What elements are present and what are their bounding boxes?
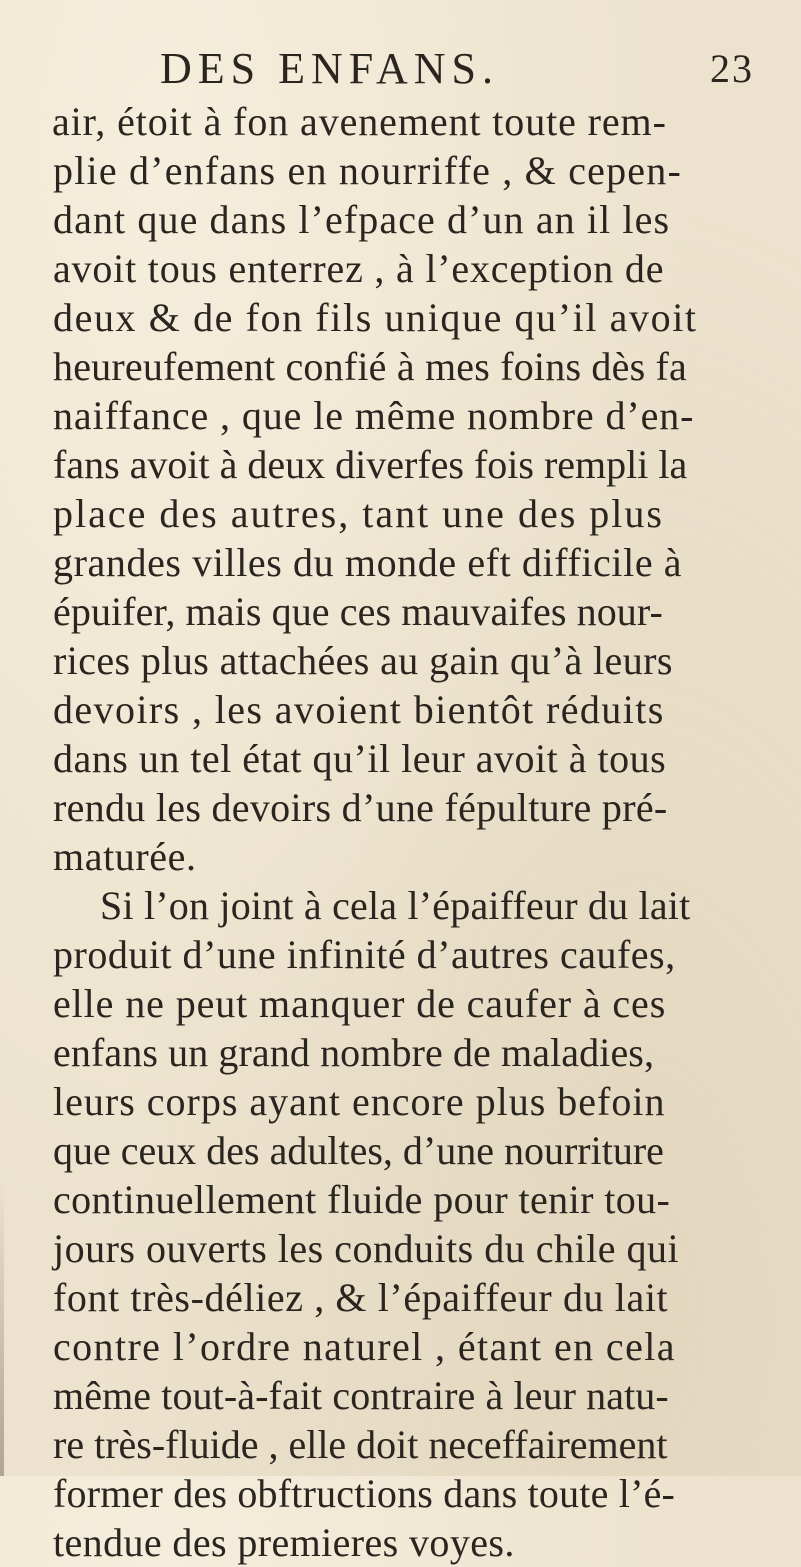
page-edge-shadow <box>0 1180 4 1476</box>
text-line: heureufement confié à mes foins dès fa <box>53 344 688 389</box>
text-line: rices plus attachées au gain qu’à leurs <box>53 638 673 683</box>
text-line: font très-déliez , & l’épaiffeur du lait <box>53 1275 669 1320</box>
running-head <box>160 44 760 94</box>
text-line: produit d’une infinité d’autres caufes, <box>53 932 676 977</box>
text-line: air, étoit à fon avenement toute rem- <box>52 99 667 144</box>
text-line: naiffance , que le même nombre d’en- <box>53 393 695 438</box>
text-line: elle ne peut manquer de caufer à ces <box>53 981 667 1026</box>
text-line: avoit tous enterrez , à l’exception de <box>53 246 665 291</box>
text-line: contre l’ordre naturel , étant en cela <box>53 1324 676 1369</box>
text-line: fans avoit à deux diverfes fois rempli la <box>53 442 688 487</box>
text-line: grandes villes du monde eft difficile à <box>53 540 683 585</box>
text-line: que ceux des adultes, d’une nourriture <box>53 1128 664 1173</box>
text-line: même tout-à-fait contraire à leur natu- <box>53 1373 669 1418</box>
text-line: leurs corps ayant encore plus befoin <box>53 1079 666 1124</box>
text-line: place des autres, tant une des plus <box>53 491 664 536</box>
text-line: enfans un grand nombre de maladies, <box>53 1030 655 1075</box>
text-line: dant que dans l’efpace d’un an il les <box>53 197 671 242</box>
page-number: 23 <box>710 46 754 91</box>
text-line: tendue des premieres voyes. <box>53 1520 515 1565</box>
text-line: continuellement fluide pour tenir tou- <box>53 1177 671 1222</box>
text-line: jours ouverts les conduits du chile qui <box>53 1226 680 1271</box>
text-line: épuifer, mais que ces mauvaifes nour- <box>53 589 663 634</box>
text-line: re très-fluide , elle doit neceffairement <box>53 1422 668 1467</box>
text-line: dans un tel état qu’il leur avoit à tous <box>53 736 667 781</box>
text-line: plie d’enfans en nourriffe , & cepen- <box>53 148 682 193</box>
text-line: former des obftructions dans toute l’é- <box>53 1471 676 1516</box>
running-title: DES ENFANS. <box>160 44 500 93</box>
text-line: rendu les devoirs d’une fépulture pré- <box>53 785 668 830</box>
text-line: Si l’on joint à cela l’épaiffeur du lait <box>100 883 691 928</box>
text-line: maturée. <box>53 834 197 879</box>
text-line: deux & de fon fils unique qu’il avoit <box>53 295 698 340</box>
text-line: devoirs , les avoient bientôt réduits <box>53 687 665 732</box>
